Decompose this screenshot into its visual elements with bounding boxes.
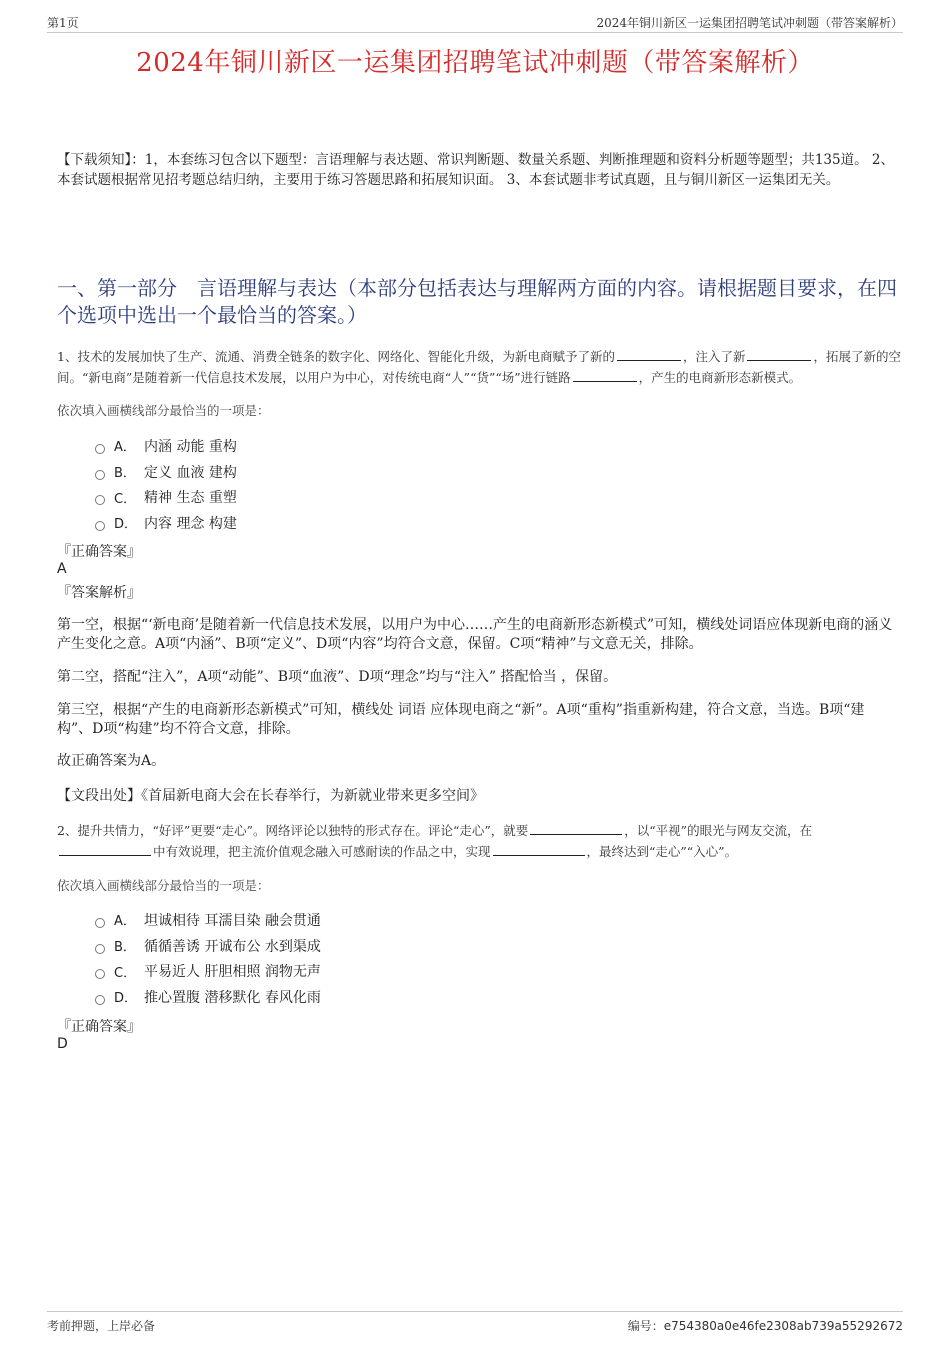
page-number: 第1页 [47, 16, 79, 30]
header-doc-title: 2024年铜川新区一运集团招聘笔试冲刺题（带答案解析） [596, 16, 903, 30]
fill-blank [617, 347, 681, 361]
section-heading: 一、第一部分 言语理解与表达（本部分包括表达与理解两方面的内容。请根据题目要求，在四个选项中选出一个最恰当的答案。） [57, 276, 897, 327]
radio-icon[interactable] [95, 995, 105, 1005]
fill-blank [493, 842, 585, 856]
footer-code-label: 编号： [627, 1319, 664, 1333]
footer-slogan: 考前押题，上岸必备 [47, 1319, 156, 1333]
option-b[interactable]: B． 定义 血液 建构 [95, 459, 237, 485]
analysis-label: 『答案解析』 [57, 585, 141, 601]
option-d[interactable]: D． 内容 理念 构建 [95, 510, 237, 536]
question-1-text: 1、技术的发展加快了生产、流通、消费全链条的数字化、网络化、智能化升级，为新电商赋予了新的 ，注入了新 ，拓展了新的空间。“新电商”是随着新一代信息技术发展，以用户为中心，对传统电商“人”“货”“场”进行链路 ，产生的电商新形态新模式。 [57, 349, 901, 385]
download-notice: 【下载须知】：1，本套练习包含以下题型：言语理解与表达题、常识判断题、数量关系题、判断推理题和资料分析题等题型；共135道。 2、本套试题根据常见招考题总结归纳，主要用于练习答题思路和拓展知识面。 3、本套试题非考试真题，且与铜川新区一运集团无关。 [57, 152, 894, 188]
page-footer [47, 1311, 903, 1334]
analysis-paragraph: 第三空，根据“产生的电商新形态新模式”可知，横线处 词语 应体现电商之“新”。A项“重构”指重新构建，符合文意，当选。B项“建构”、D项“构建”均不符合文意，排除。 [57, 702, 865, 737]
fill-blank [59, 842, 151, 856]
radio-icon[interactable] [95, 470, 105, 480]
analysis-paragraph: 第二空，搭配“注入”，A项“动能”、B项“血液”、D项“理念”均与“注入” 搭配恰当 ，保留。 [57, 669, 618, 685]
page-header [47, 14, 903, 33]
option-a[interactable]: A． 内涵 动能 重构 [95, 433, 237, 459]
text-source: 【文段出处】《首届新电商大会在长春举行，为新就业带来更多空间》 [57, 788, 484, 804]
correct-answer: A [57, 561, 67, 577]
option-d[interactable]: D． 推心置腹 潜移默化 春风化雨 [95, 984, 321, 1010]
correct-answer: D [57, 1036, 68, 1052]
question-2-text: 2、提升共情力，“好评”更要“走心”。网络评论以独特的形式存在。评论“走心”，就要 ，以“平视”的眼光与网友交流，在中有效说理，把主流价值观念融入可感耐读的作品之中，实现 ，最终达到“走心”“入心”。 [57, 823, 813, 859]
fill-blank [747, 347, 811, 361]
footer-code: e754380a0e46fe2308ab739a55292672 [663, 1319, 903, 1333]
analysis-conclusion: 故正确答案为A。 [57, 753, 166, 769]
question-2-prompt: 依次填入画横线部分最恰当的一项是： [57, 878, 270, 893]
option-c[interactable]: C． 精神 生态 重塑 [95, 484, 237, 510]
radio-icon[interactable] [95, 944, 105, 954]
radio-icon[interactable] [95, 444, 105, 454]
question-1-prompt: 依次填入画横线部分最恰当的一项是： [57, 403, 270, 418]
option-a[interactable]: A． 坦诚相待 耳濡目染 融会贯通 [95, 907, 321, 933]
radio-icon[interactable] [95, 495, 105, 505]
document-title: 2024年铜川新区一运集团招聘笔试冲刺题（带答案解析） [136, 48, 814, 78]
fill-blank [530, 821, 622, 835]
radio-icon[interactable] [95, 521, 105, 531]
radio-icon[interactable] [95, 969, 105, 979]
question-1-options [95, 433, 237, 536]
option-b[interactable]: B． 循循善诱 开诚布公 水到渠成 [95, 933, 321, 959]
correct-answer-label: 『正确答案』 [57, 1019, 141, 1035]
radio-icon[interactable] [95, 918, 105, 928]
fill-blank [573, 368, 637, 382]
footer-code-wrap [628, 1317, 903, 1334]
option-c[interactable]: C． 平易近人 肝胆相照 润物无声 [95, 958, 321, 984]
analysis-paragraph: 第一空，根据“‘新电商’是随着新一代信息技术发展，以用户为中心……产生的电商新形态新模式”可知，横线处词语应体现新电商的涵义产生变化之意。A项“内涵”、B项“定义”、D项“内容”均符合文意，保留。C项“精神”与文意无关，排除。 [57, 617, 893, 652]
correct-answer-label: 『正确答案』 [57, 544, 141, 560]
question-2-options [95, 907, 321, 1010]
